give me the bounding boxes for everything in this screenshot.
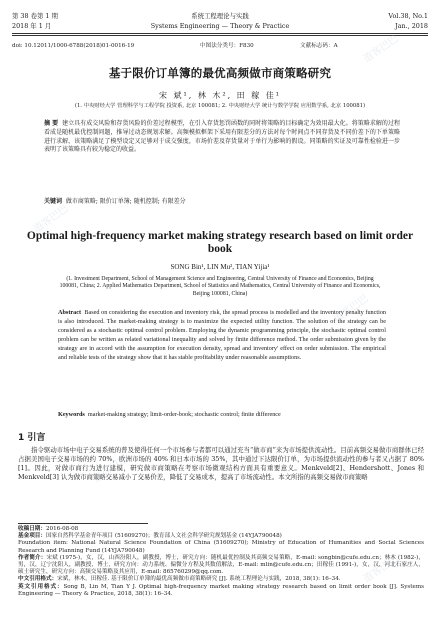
- abstract-label-cn: 摘 要: [44, 120, 59, 127]
- keywords-label-cn: 关键词: [44, 198, 63, 205]
- watermark: 道客巴巴: [31, 203, 71, 236]
- abstract-label-en: Abstract: [58, 309, 82, 316]
- journal-name-cn: 系统工程理论与实践: [191, 12, 249, 20]
- abstract-text-en: Based on considering the execution and inventory risk, the spread process is modelled and the inventory penalty function is also introduced. The market-making strategy is to maximize the expected utility function. The solution of the strategy can be considered as a stochastic optimal control problem. Employing the dynamic programming principle, the stochastic optimal control problem can be written as related variational inequality and solved by finite difference method. The order submission given by the strategy are in accord with the assumption for execution density, spread and inventory' effect on order submission. The empirical and reliable tests of the strategy show that it has stable profitability under reasonable assumptions.: [58, 309, 387, 361]
- citation-en: 英文引用格式：Song B, Lin M, Tian Y J. Optimal high-frequency market making strategy research based on limit order book [J]. Systems Engineering — Theory & Practice, 2018, 38(1): 16–34.: [18, 583, 424, 597]
- date-en: Jan., 2018: [395, 22, 428, 30]
- keywords-label-en: Keywords: [58, 411, 85, 418]
- affiliations-en: (1. Investment Department, School of Management Science and Engineering, Central University of Finance and Economics, Beijing 100081, China; 2. Applied Mathematics Department, School of Statistics and Mathematics, Central University of Finance and Economics, Beijing 100081, China): [59, 276, 381, 297]
- footnote-rule: [18, 523, 148, 524]
- authors-cn: 宋 斌¹, 林 木², 田 稼 佳¹: [159, 91, 281, 100]
- affiliations-cn: (1. 中央财经大学 管理科学与工程学院 投资系, 北京 100081; 2. 中央财经大学 统计与数学学院 应用数学系, 北京 100081): [74, 103, 366, 109]
- title-cn: 基于限价订单簿的最优高频做市商策略研究: [108, 66, 332, 80]
- citation-cn: 中文引用格式：宋斌，林木，田稼佳. 基于限价订单簿的最优高频做市商策略研究 [J]. 系统工程理论与实践，2018, 38(1): 16–34.: [18, 576, 341, 583]
- section-body: 指令驱动市场中电子交易系统的普及使得任何一个市场参与者都可以通过充当“做市商”来为市场提供流动性。目前高频交易做市商群体已经占据美国电子交易市场的约 70%，欧洲市场的 40% 和日本市场的 35%，其中通过下达限价订单，为市场提供流动性的参与者又占据了 80%[1]。因此，对做市商行为进行建模，研究做市商策略在考察市场微观结构方面具有重要意义。Menkveld[2]、Hendershott、Jones 和 Menkveld[3] 认为做市商策略交易减小了交易价差，降低了交易成本，提高了市场流动性。本文所指的高频交易做市商策略: [18, 446, 424, 481]
- title-en: Optimal high-frequency market making strategy research based on limit order book: [26, 230, 414, 255]
- date-cn: 2018 年 1 月: [12, 22, 52, 30]
- doi: doi: 10.12011/1000-6788(2018)01-0016-19: [12, 43, 135, 49]
- author-bio: 作者简介：宋斌 (1975-)，女，汉，山西汾阳人，副教授，博士，研究方向：随机最优控制及其高频交易策略，E-mail: songbin@cufe.edu.cn；林木 (1982-)，男，汉，辽宁沈阳人，副教授，博士，研究方向：动力系统、偏微分方程及其数值解法，E-mail: mlin@cufe.edu.cn；田稼佳 (1991-)，女，汉，河北石家庄人，硕士研究生，研究方向：高频交易策略及其应用，E-mail: 865760299@qq.com.: [18, 554, 424, 576]
- keywords-text-cn: 做市商策略; 限价订单簿; 随机控制; 有限差分: [65, 198, 186, 205]
- abstract-cn: [44, 120, 400, 155]
- footnotes: [18, 526, 424, 598]
- header-rule: [12, 33, 428, 34]
- keywords-en: [58, 411, 386, 420]
- keywords-text-en: market-making strategy; limit-order-book; stochastic control; finite difference: [87, 411, 281, 418]
- keywords-cn: [44, 198, 400, 207]
- watermark: 道客巴巴: [91, 453, 131, 486]
- abstract-text-cn: 建立具有成交风险和存货风险的价差过程模型，在引入存货惩罚函数的同时将策略的目标确定为效用最大化。将策略求解的过程看成是随机最优控制问题，推导过动态规划求解。高频模拟框架下采用有限差分的方法对每个时间点不同存货及不同价差下的下单策略进行求解，该策略满足了模型设定又足够对于成交强度，市场价差及存货量对于单行为影响的假设。同策略的实证及可靠性检验进一步表明了该策略具有较为稳定的收益。: [44, 120, 400, 154]
- document-code: 文献标志码：A: [300, 43, 338, 49]
- journal-name-en: Systems Engineering — Theory & Practice: [150, 22, 290, 30]
- watermark: 道客巴巴: [361, 553, 401, 586]
- volume-cn: 第 38 卷第 1 期: [12, 12, 58, 20]
- authors-en: SONG Bin¹, LIN Mu², TIAN Yijia¹: [170, 263, 270, 271]
- clc-number: 中图法分类号：F830: [200, 43, 254, 49]
- volume-en: Vol.38, No.1: [388, 12, 428, 20]
- received-date: 收稿日期：2016-08-08: [18, 526, 79, 532]
- section-heading: 1 引言: [18, 433, 46, 443]
- watermark: 道客巴巴: [331, 293, 371, 326]
- watermark: 道客巴巴: [361, 33, 401, 66]
- fund-item-en: Foundation item: National Natural Science Foundation of China (51609270); Ministry of Education of Humanities and Social Sciences Research and Planning Fund (14YJA790048): [18, 540, 424, 554]
- fund-item: 基金项目：国家自然科学基金青年项目 (51609270)；教育部人文社会科学研究规划基金 (14YJA790048): [18, 533, 282, 540]
- abstract-en: [58, 308, 386, 362]
- header-rule-thin: [12, 35, 428, 36]
